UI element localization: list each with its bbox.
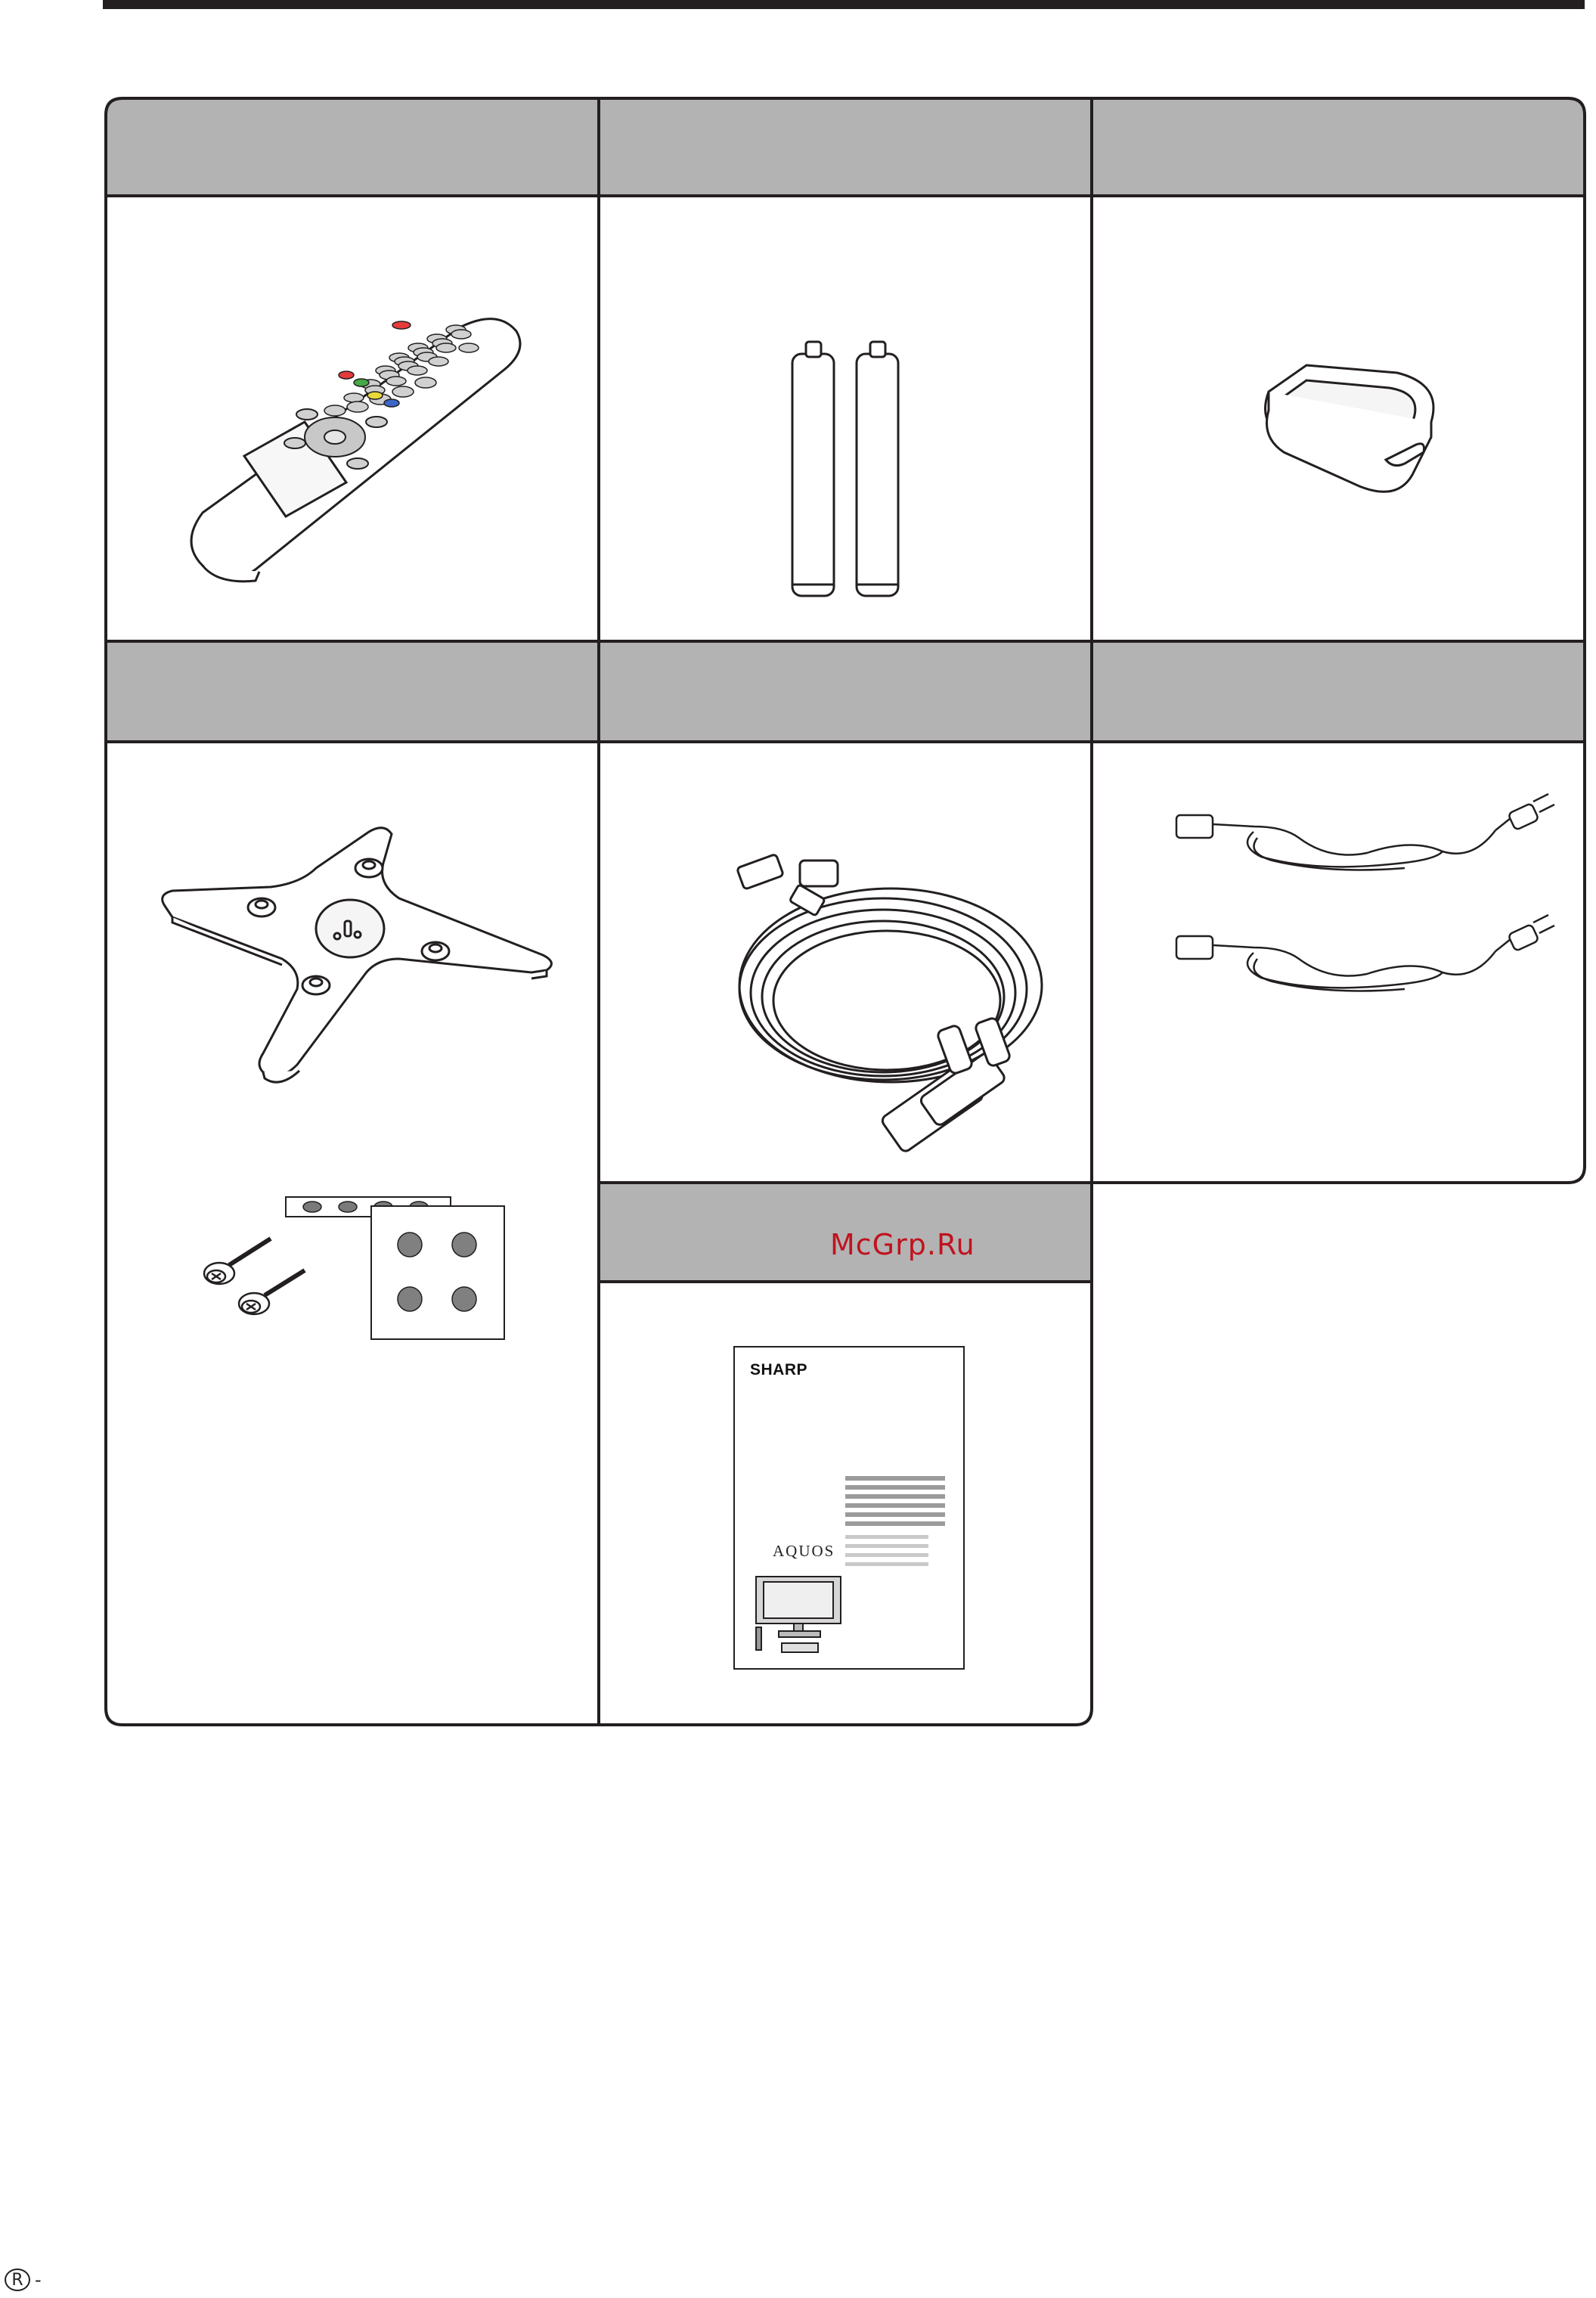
manual-booklet-icon bbox=[733, 1346, 965, 1670]
page-symbol: R bbox=[5, 2269, 30, 2291]
cable-clamp-icon bbox=[1254, 346, 1450, 513]
watermark-text: McGrp.Ru bbox=[830, 1228, 975, 1261]
screws-illustration bbox=[195, 1223, 316, 1344]
screws-icon bbox=[195, 1223, 316, 1344]
stand-base-icon bbox=[150, 823, 588, 1246]
page-number bbox=[5, 2269, 42, 2291]
batteries-illustration bbox=[785, 324, 906, 611]
top-rule bbox=[103, 0, 1585, 9]
cable-clamp-illustration bbox=[1254, 346, 1450, 513]
page-suffix: - bbox=[35, 2269, 42, 2290]
aa-batteries-icon bbox=[785, 324, 906, 611]
manual-brand-text: SHARP bbox=[750, 1361, 808, 1378]
signal-cable-illustration bbox=[702, 838, 1110, 1163]
stand-base-illustration bbox=[150, 823, 588, 1246]
operation-manual-illustration bbox=[733, 1346, 965, 1670]
remote-control-illustration bbox=[172, 286, 566, 603]
accessory-grid bbox=[104, 97, 1586, 1726]
rubber-pads-icon bbox=[370, 1205, 505, 1340]
remote-control-icon bbox=[172, 286, 566, 603]
rubber-pads-illustration bbox=[370, 1205, 505, 1340]
ac-cord-icon bbox=[1163, 785, 1563, 1118]
manual-model-text: AQUOS bbox=[773, 1542, 835, 1560]
rgb-cable-icon bbox=[702, 838, 1110, 1163]
ac-cords-illustration bbox=[1163, 785, 1563, 1118]
